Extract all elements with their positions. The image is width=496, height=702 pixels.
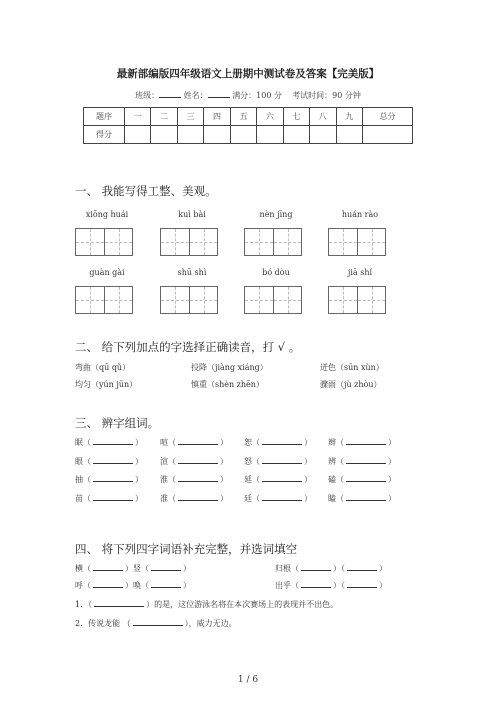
- word-group-item: 廷（ ）: [244, 493, 312, 503]
- score-cell[interactable]: [177, 126, 203, 144]
- answer-blank[interactable]: [262, 473, 302, 482]
- writing-grid[interactable]: [244, 228, 302, 256]
- score-header-cell: 三: [177, 108, 203, 126]
- word-group-item: 延（ ）: [244, 475, 312, 484]
- score-cell[interactable]: [283, 126, 309, 144]
- answer-blank[interactable]: [178, 436, 218, 445]
- writing-grid[interactable]: [75, 228, 133, 256]
- answer-blank[interactable]: [301, 562, 331, 571]
- answer-blank[interactable]: [347, 562, 377, 571]
- word-group-item: 眠（ ）: [75, 438, 143, 447]
- score-header-cell: 八: [310, 108, 336, 126]
- score-table: [83, 107, 413, 144]
- reading-item[interactable]: 慎重（shèn zhēn）: [191, 380, 264, 389]
- score-header-cell: 六: [257, 108, 283, 126]
- answer-blank[interactable]: [93, 562, 123, 571]
- pinyin-8: jiā shǐ: [347, 268, 373, 277]
- pinyin-1: xiōng huái: [85, 210, 129, 219]
- pinyin-7: bó dòu: [262, 268, 290, 277]
- answer-blank[interactable]: [178, 473, 218, 482]
- reading-item[interactable]: 弯曲（qū qǔ）: [75, 363, 131, 372]
- word-group-item: 辫（ ）: [328, 438, 396, 447]
- score-cell[interactable]: [204, 126, 230, 144]
- score-header-cell: 一: [125, 108, 151, 126]
- answer-blank[interactable]: [93, 579, 123, 588]
- score-header-cell: 七: [283, 108, 309, 126]
- section-1-title: 一、 我能写得工整、美观。: [75, 184, 217, 198]
- section-3-title: 三、 辨字组词。: [75, 416, 160, 430]
- answer-blank[interactable]: [93, 492, 133, 501]
- word-group-item: 磕（ ）: [328, 475, 396, 484]
- score-cell[interactable]: 得分: [84, 126, 125, 144]
- score-cell[interactable]: [362, 126, 412, 144]
- score-cell[interactable]: [310, 126, 336, 144]
- answer-blank[interactable]: [93, 436, 133, 445]
- idiom-fill-3: 呼（ ）唤（ ）: [75, 581, 191, 590]
- score-header-cell: 二: [151, 108, 177, 126]
- reading-item[interactable]: 投降（jiàng xiáng）: [191, 363, 268, 372]
- score-cell[interactable]: [125, 126, 151, 144]
- pinyin-5: guàn gài: [89, 268, 125, 277]
- answer-blank[interactable]: [262, 455, 302, 464]
- word-group-item: 瞌（ ）: [328, 493, 396, 503]
- score-value-row: [84, 126, 413, 144]
- score-header-cell: 九: [336, 108, 362, 126]
- name-blank[interactable]: [208, 89, 230, 98]
- section-2-title: 二、 给下列加点的字选择正确读音，打 √ 。: [75, 340, 301, 354]
- writing-grid[interactable]: [328, 228, 386, 256]
- answer-blank[interactable]: [93, 473, 133, 482]
- page-number: 1 / 6: [237, 675, 259, 685]
- reading-item[interactable]: 均匀（yún jūn）: [75, 380, 138, 389]
- writing-grid[interactable]: [328, 286, 386, 314]
- answer-blank[interactable]: [178, 492, 218, 501]
- answer-blank[interactable]: [347, 579, 377, 588]
- score-cell[interactable]: [230, 126, 256, 144]
- word-group-item: 淮（ ）: [160, 475, 228, 484]
- pinyin-4: huán rào: [341, 210, 379, 219]
- word-group-item: 渲（ ）: [160, 456, 228, 466]
- word-group-item: 苗（ ）: [75, 493, 143, 503]
- answer-blank[interactable]: [346, 492, 386, 501]
- answer-blank[interactable]: [262, 492, 302, 501]
- writing-grid[interactable]: [160, 228, 218, 256]
- score-header-cell: 题序: [84, 108, 125, 126]
- idiom-fill-1: 横（ ）竖（ ）: [75, 564, 191, 573]
- word-group-item: 怒（ ）: [244, 456, 312, 466]
- class-label: 班级：: [135, 91, 160, 100]
- idiom-fill-2: 归根（ ）（ ）: [275, 564, 387, 573]
- question-1: 1．（ ）的是，这位游泳名将在本次赛场上的表现并不出色。: [75, 600, 339, 609]
- score-header-row: [84, 108, 413, 126]
- score-cell[interactable]: [336, 126, 362, 144]
- word-group-item: 准（ ）: [160, 493, 228, 503]
- answer-blank[interactable]: [133, 617, 183, 626]
- full-score-label: 满分：100 分: [232, 91, 282, 100]
- answer-blank[interactable]: [262, 436, 302, 445]
- score-cell[interactable]: [257, 126, 283, 144]
- reading-item[interactable]: 骤雨（jù zhòu）: [320, 380, 382, 389]
- word-group-item: 喧（ ）: [160, 438, 228, 447]
- word-group-item: 辨（ ）: [328, 456, 396, 466]
- score-header-cell: 五: [230, 108, 256, 126]
- score-header-cell: 总分: [362, 108, 412, 126]
- question-2: 2．传说龙能 （ ），威力无边。: [75, 619, 237, 628]
- idiom-fill-4: 出乎（ ）（ ）: [275, 581, 387, 590]
- pinyin-6: shū shì: [177, 268, 207, 277]
- answer-blank[interactable]: [178, 455, 218, 464]
- answer-blank[interactable]: [346, 473, 386, 482]
- word-group-item: 抽（ ）: [75, 475, 143, 484]
- exam-time-label: 考试时间：90 分钟: [292, 91, 361, 100]
- answer-blank[interactable]: [93, 455, 133, 464]
- answer-blank[interactable]: [151, 579, 181, 588]
- pinyin-3: nèn jīng: [259, 210, 293, 219]
- name-label: 姓名：: [183, 91, 208, 100]
- exam-info: [0, 89, 496, 101]
- score-cell[interactable]: [151, 126, 177, 144]
- writing-grid[interactable]: [75, 286, 133, 314]
- class-blank[interactable]: [159, 89, 181, 98]
- section-4-title: 四、 将下列四字词语补充完整，并选词填空: [75, 542, 298, 556]
- writing-grid[interactable]: [244, 286, 302, 314]
- answer-blank[interactable]: [346, 436, 386, 445]
- document-title: 最新部编版四年级语文上册期中测试卷及答案【完美版】: [116, 68, 380, 80]
- pinyin-2: kuì bài: [178, 210, 206, 219]
- answer-blank[interactable]: [346, 455, 386, 464]
- answer-blank[interactable]: [301, 579, 331, 588]
- word-group-item: 恕（ ）: [244, 438, 312, 447]
- writing-grid[interactable]: [160, 286, 218, 314]
- answer-blank[interactable]: [94, 598, 144, 607]
- reading-item[interactable]: 迸色（sūn xùn）: [320, 363, 384, 372]
- score-header-cell: 四: [204, 108, 230, 126]
- answer-blank[interactable]: [151, 562, 181, 571]
- word-group-item: 眼（ ）: [75, 456, 143, 466]
